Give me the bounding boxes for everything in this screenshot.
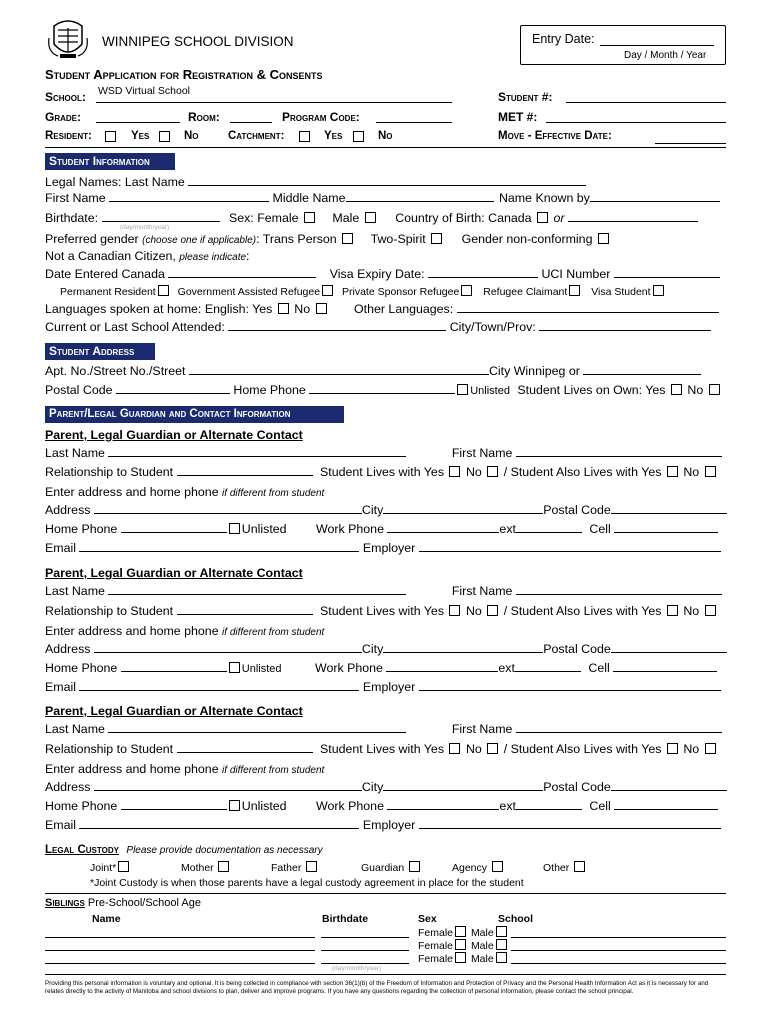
grade-field[interactable] [96, 122, 180, 123]
lives-with-no-label: No [465, 742, 482, 756]
contact-3-employer-field[interactable] [419, 817, 721, 829]
custody-guardian-checkbox[interactable] [409, 861, 420, 872]
status-visa-student: Visa Student [591, 286, 651, 298]
sibling-3-school-field[interactable] [511, 963, 726, 964]
student-number-label: Student #: [498, 90, 553, 104]
school-label: School: [45, 90, 86, 104]
home-phone-label: Home Phone [45, 799, 118, 813]
entry-date-field[interactable] [600, 34, 714, 46]
custody-other-checkbox[interactable] [574, 861, 585, 872]
contact-3-lives-with-yes-checkbox[interactable] [449, 743, 460, 754]
catchment-label: Catchment: [228, 130, 285, 142]
lives-on-own-yes-checkbox[interactable] [671, 384, 682, 395]
sibling-2-male-checkbox[interactable] [496, 939, 507, 950]
custody-father [271, 861, 319, 874]
contact-1-also-lives-no-checkbox[interactable] [705, 466, 716, 477]
middle-name-field[interactable] [346, 190, 494, 202]
visa-student-checkbox[interactable] [653, 285, 664, 296]
birthdate-field[interactable] [102, 210, 220, 222]
sibling-2-female-checkbox[interactable] [455, 939, 466, 950]
contact-3-postal-field[interactable] [611, 779, 727, 791]
last-name-label: Last Name [45, 722, 105, 736]
contact-3-also-lives-yes-checkbox[interactable] [667, 743, 678, 754]
address-label: Address [45, 780, 91, 794]
student-number-field[interactable] [566, 102, 726, 103]
contact-1-work-phone-field[interactable] [387, 521, 499, 533]
birthdate-hint: (day/month/year) [120, 224, 170, 231]
move-effective-date-label: Move - Effective Date: [498, 130, 612, 142]
custody-agency-label: Agency [452, 862, 488, 874]
visa-expiry-label: Visa Expiry Date: [329, 267, 425, 281]
catchment-no-checkbox[interactable] [353, 131, 364, 142]
room-label: Room: [188, 110, 220, 124]
contact-3-ext-field[interactable] [516, 798, 582, 810]
sibling-3-sex [418, 952, 509, 965]
male-label: Male [470, 927, 494, 939]
email-label: Email [45, 541, 76, 555]
home-phone-label: Home Phone [233, 383, 306, 397]
resident-label: Resident: [45, 130, 92, 142]
legal-custody-note: Please provide documentation as necessary [126, 845, 323, 856]
contact-3-home-phone-field[interactable] [121, 798, 227, 810]
privacy-statement: Providing this personal information is voluntary and optional. It is being collected in compliance with section 36(1)(b) of the Freedom of Information and Protection of Privacy and the Personal Health Information Act as it is necessary for and relates directly to the activity of Manitoba and school divisions to plan, deliver and improve programs. If you have any questions regarding the collection of personal information, please contact the school principal. [45, 980, 709, 995]
government-refugee-checkbox[interactable] [322, 285, 333, 296]
sibling-2-school-field[interactable] [511, 950, 726, 951]
relationship-label: Relationship to Student [45, 742, 174, 756]
languages-label: Languages spoken at home: English: Yes [45, 302, 273, 316]
permanent-resident-checkbox[interactable] [158, 285, 169, 296]
sibling-1-school-field[interactable] [511, 937, 726, 938]
contact-1-name-row [45, 444, 727, 462]
female-label: Female [418, 953, 454, 965]
preferred-gender-note: (choose one if applicable) [142, 235, 257, 246]
move-effective-date-field[interactable] [655, 143, 726, 144]
contact-1-relationship-row [45, 463, 727, 481]
contact-3-first-name-field[interactable] [516, 721, 722, 733]
or-label: or [553, 211, 565, 225]
city-label: City [361, 503, 384, 517]
contact-3-address-field[interactable] [94, 779, 362, 791]
contact-block-2-title: Parent, Legal Guardian or Alternate Contact [45, 566, 303, 580]
student-information-heading: Student Information [45, 153, 175, 170]
contact-3-last-name-field[interactable] [108, 721, 406, 733]
if-different-label: if different from student [222, 765, 325, 776]
gender-nonconforming-label: Gender non-conforming [461, 232, 593, 246]
employer-label: Employer [362, 541, 416, 555]
english-no-label: No [294, 302, 311, 316]
contact-2-postal-field[interactable] [611, 641, 727, 653]
city-winnipeg-label: City Winnipeg or [488, 364, 580, 378]
enter-address-label: Enter address and home phone [45, 624, 219, 638]
custody-footnote: *Joint Custody is when those parents have a legal custody agreement in place for the student [90, 877, 524, 889]
catchment-yes-label: Yes [324, 130, 343, 142]
contact-1-lives-with-yes-checkbox[interactable] [449, 466, 460, 477]
contact-3-relationship-field[interactable] [177, 741, 313, 753]
status-private-refugee: Private Sponsor Refugee [342, 286, 460, 298]
first-name-label: First Name [45, 191, 106, 205]
home-phone-label: Home Phone [45, 522, 118, 536]
contact-2-ext-field[interactable] [515, 660, 581, 672]
contact-block-1-title: Parent, Legal Guardian or Alternate Contact [45, 428, 303, 442]
contact-1-city-field[interactable] [383, 502, 543, 514]
contact-1-lives-with-no-checkbox[interactable] [487, 466, 498, 477]
date-entered-canada-field[interactable] [168, 266, 316, 278]
parent-section-heading: Parent/Legal Guardian and Contact Information [45, 406, 344, 423]
first-name-label: First Name [451, 446, 513, 460]
contact-3-work-phone-field[interactable] [387, 798, 499, 810]
contact-3-also-lives-no-checkbox[interactable] [705, 743, 716, 754]
program-code-label: Program Code: [282, 110, 360, 124]
cell-label: Cell [589, 522, 611, 536]
lives-on-own-no-checkbox[interactable] [709, 384, 720, 395]
sibling-birthdate-hint: (day/month/year) [332, 965, 382, 972]
trans-person-label: : Trans Person [256, 232, 337, 246]
sibling-2-birthdate-field[interactable] [321, 950, 409, 951]
catchment-no-label: No [378, 130, 393, 142]
custody-mother-label: Mother [181, 862, 214, 874]
lives-with-no-label: No [465, 465, 482, 479]
status-refugee-claimant: Refugee Claimant [483, 286, 568, 298]
contact-1-postal-field[interactable] [611, 502, 727, 514]
sex-female-label: Sex: Female [228, 211, 299, 225]
uci-number-field[interactable] [614, 266, 720, 278]
custody-guardian-label: Guardian [361, 862, 405, 874]
uci-number-label: UCI Number [541, 267, 611, 281]
cell-label: Cell [589, 799, 611, 813]
name-known-by-field[interactable] [590, 190, 720, 202]
siblings-col-school: School [498, 913, 534, 925]
custody-divider [45, 893, 726, 894]
custody-agency [452, 861, 505, 874]
if-different-label: if different from student [222, 488, 325, 499]
custody-guardian [361, 861, 422, 874]
relationship-label: Relationship to Student [45, 604, 174, 618]
unlisted-label: Unlisted [241, 522, 287, 536]
siblings-subheading: Pre-School/School Age [87, 897, 201, 909]
postal-code-field[interactable] [116, 382, 230, 394]
contact-3-address-row [45, 778, 727, 796]
contact-3-email-row [45, 816, 727, 834]
contact-3-enter-address-row [45, 760, 727, 778]
postal-code-label: Postal Code [45, 383, 113, 397]
contact-2-enter-address-row [45, 622, 727, 640]
private-refugee-checkbox[interactable] [461, 285, 472, 296]
sibling-3-male-checkbox[interactable] [496, 952, 507, 963]
contact-1-last-name-field[interactable] [108, 445, 406, 457]
contact-1-home-phone-field[interactable] [121, 521, 227, 533]
contact-2-last-name-field[interactable] [108, 583, 406, 595]
contact-2-lives-with-no-checkbox[interactable] [487, 605, 498, 616]
contact-1-email-row [45, 539, 727, 557]
ext-label: ext [498, 661, 515, 675]
status-permanent-resident: Permanent Resident [60, 286, 156, 298]
address-label: Address [45, 503, 91, 517]
birthdate-label: Birthdate: [45, 211, 99, 225]
contact-2-also-lives-yes-checkbox[interactable] [667, 605, 678, 616]
lives-on-own-label: Student Lives on Own: Yes [517, 383, 666, 397]
other-city-field[interactable] [583, 363, 701, 375]
contact-2-phone-row [45, 659, 727, 677]
enter-address-label: Enter address and home phone [45, 762, 219, 776]
postal-phone-row [45, 381, 727, 399]
catchment-yes-checkbox[interactable] [299, 131, 310, 142]
street-row [45, 362, 727, 380]
english-no-checkbox[interactable] [316, 303, 327, 314]
custody-joint-checkbox[interactable] [118, 861, 129, 872]
contact-2-also-lives-no-checkbox[interactable] [705, 605, 716, 616]
postal-code-label: Postal Code [543, 503, 611, 517]
contact-2-city-field[interactable] [383, 641, 543, 653]
lives-with-label: Student Lives with Yes [320, 604, 445, 618]
relationship-label: Relationship to Student [45, 465, 174, 479]
work-phone-label: Work Phone [316, 522, 384, 536]
two-spirit-checkbox[interactable] [431, 233, 442, 244]
custody-mother [181, 861, 231, 874]
female-label: Female [418, 927, 454, 939]
program-code-field[interactable] [376, 122, 452, 123]
custody-agency-checkbox[interactable] [492, 861, 503, 872]
sex-male-checkbox[interactable] [365, 212, 376, 223]
lives-with-label: Student Lives with Yes [320, 465, 445, 479]
also-lives-no-label: No [683, 604, 700, 618]
sibling-1-name-field[interactable] [45, 937, 315, 938]
postal-code-label: Postal Code [543, 780, 611, 794]
sex-female-checkbox[interactable] [304, 212, 315, 223]
sibling-3-birthdate-field[interactable] [321, 963, 409, 964]
city-label: City [361, 780, 384, 794]
home-phone-label: Home Phone [45, 661, 118, 675]
contact-3-cell-field[interactable] [614, 798, 718, 810]
english-yes-checkbox[interactable] [278, 303, 289, 314]
preferred-gender-row [45, 230, 727, 248]
unlisted-label: Unlisted [470, 385, 510, 397]
sex-male-label: Male [332, 211, 360, 225]
unlisted-label: Unlisted [241, 799, 287, 813]
contact-2-cell-field[interactable] [613, 660, 717, 672]
sibling-3-name-field[interactable] [45, 963, 315, 964]
contact-2-address-field[interactable] [94, 641, 362, 653]
preferred-gender-label: Preferred gender [45, 232, 139, 246]
siblings-col-sex: Sex [418, 913, 437, 925]
date-entered-canada-label: Date Entered Canada [45, 267, 165, 281]
unlisted-checkbox[interactable] [457, 384, 468, 395]
country-of-birth-label: Country of Birth: Canada [395, 211, 532, 225]
email-label: Email [45, 818, 76, 832]
entry-date-hint: Day / Month / Year [624, 50, 707, 61]
contact-1-email-field[interactable] [79, 540, 359, 552]
contact-3-email-field[interactable] [79, 817, 359, 829]
sibling-1-female-checkbox[interactable] [455, 926, 466, 937]
resident-yes-label: Yes [131, 130, 150, 142]
custody-mother-checkbox[interactable] [218, 861, 229, 872]
contact-2-email-field[interactable] [79, 679, 359, 691]
home-phone-field[interactable] [309, 382, 455, 394]
languages-row [45, 300, 727, 318]
male-label: Male [470, 953, 494, 965]
also-lives-with-label: / Student Also Lives with Yes [503, 465, 662, 479]
other-languages-label: Other Languages: [354, 302, 454, 316]
status-government-refugee: Government Assisted Refugee [177, 286, 321, 298]
contact-3-city-field[interactable] [383, 779, 543, 791]
gender-nonconforming-checkbox[interactable] [598, 233, 609, 244]
contact-1-phone-row [45, 520, 727, 538]
employer-label: Employer [362, 818, 416, 832]
resident-no-label: No [184, 130, 199, 142]
custody-other [543, 861, 587, 874]
division-name: WINNIPEG SCHOOL DIVISION [102, 34, 294, 49]
please-indicate-label: please indicate [179, 252, 247, 263]
custody-father-checkbox[interactable] [306, 861, 317, 872]
unlisted-label: Unlisted [241, 663, 282, 675]
contact-2-email-row [45, 678, 727, 696]
first-name-row [45, 189, 727, 207]
sibling-3-female-checkbox[interactable] [455, 952, 466, 963]
grade-label: Grade: [45, 110, 81, 124]
contact-2-home-phone-field[interactable] [121, 660, 227, 672]
contact-1-first-name-field[interactable] [516, 445, 722, 457]
apt-street-label: Apt. No./Street No./Street [45, 364, 186, 378]
school-field-line [96, 102, 452, 103]
status-row [60, 283, 726, 301]
ext-label: ext [499, 799, 516, 813]
first-name-label: First Name [451, 722, 513, 736]
lives-with-no-label: No [465, 604, 482, 618]
school-block-divider [45, 147, 726, 148]
postal-code-label: Postal Code [543, 642, 611, 656]
contact-2-employer-field[interactable] [419, 679, 721, 691]
also-lives-no-label: No [683, 465, 700, 479]
school-value[interactable]: WSD Virtual School [98, 85, 191, 97]
custody-father-label: Father [271, 862, 302, 874]
custody-joint-label: Joint* [90, 862, 117, 874]
current-school-field[interactable] [228, 319, 446, 331]
siblings-heading-row [45, 897, 201, 909]
lives-on-own-no-label: No [687, 383, 704, 397]
met-field[interactable] [546, 122, 726, 123]
lives-with-label: Student Lives with Yes [320, 742, 445, 756]
work-phone-label: Work Phone [316, 799, 384, 813]
sibling-1-birthdate-field[interactable] [321, 937, 409, 938]
last-name-label: Last Name [45, 584, 105, 598]
middle-name-label: Middle Name [272, 191, 346, 205]
contact-1-cell-field[interactable] [614, 521, 718, 533]
date-entered-row [45, 265, 727, 283]
footer-divider [45, 974, 726, 975]
met-label: MET #: [498, 110, 538, 124]
contact-2-work-phone-field[interactable] [386, 660, 498, 672]
siblings-col-name: Name [92, 913, 121, 925]
contact-1-enter-address-row [45, 483, 727, 501]
also-lives-with-label: / Student Also Lives with Yes [503, 742, 662, 756]
also-lives-no-label: No [683, 742, 700, 756]
street-field[interactable] [189, 363, 489, 375]
contact-3-name-row [45, 720, 727, 738]
contact-1-address-field[interactable] [94, 502, 362, 514]
contact-block-3-title: Parent, Legal Guardian or Alternate Contact [45, 704, 303, 718]
female-label: Female [418, 940, 454, 952]
contact-2-lives-with-yes-checkbox[interactable] [449, 605, 460, 616]
current-school-label: Current or Last School Attended: [45, 320, 225, 334]
legal-names-label: Legal Names: Last Name [45, 175, 185, 189]
resident-yes-checkbox[interactable] [105, 131, 116, 142]
city-label: City [361, 642, 384, 656]
contact-3-relationship-row [45, 740, 727, 758]
sibling-1-sex [418, 926, 509, 939]
last-name-label: Last Name [45, 446, 105, 460]
contact-3-phone-row [45, 797, 727, 815]
division-crest-icon [46, 18, 90, 60]
sibling-1-male-checkbox[interactable] [496, 926, 507, 937]
male-label: Male [470, 940, 494, 952]
city-town-prov-field[interactable] [539, 319, 711, 331]
contact-2-relationship-row [45, 602, 727, 620]
contact-1-employer-field[interactable] [419, 540, 721, 552]
email-label: Email [45, 680, 76, 694]
address-label: Address [45, 642, 91, 656]
siblings-heading: Siblings [45, 897, 85, 909]
not-canadian-row: Not a Canadian Citizen, please indicate: [45, 249, 250, 263]
employer-label: Employer [362, 680, 416, 694]
entry-date-label: Entry Date: [532, 32, 595, 46]
if-different-label: if different from student [222, 627, 325, 638]
sibling-2-name-field[interactable] [45, 950, 315, 951]
name-known-by-label: Name Known by [498, 191, 590, 205]
contact-1-relationship-field[interactable] [177, 464, 313, 476]
contact-2-name-row [45, 582, 727, 600]
contact-3-unlisted-checkbox[interactable] [229, 800, 240, 811]
refugee-claimant-checkbox[interactable] [569, 285, 580, 296]
two-spirit-label: Two-Spirit [370, 232, 426, 246]
contact-1-unlisted-checkbox[interactable] [229, 523, 240, 534]
contact-1-ext-field[interactable] [516, 521, 582, 533]
contact-2-relationship-field[interactable] [177, 603, 313, 615]
room-field[interactable] [230, 122, 272, 123]
contact-2-address-row [45, 640, 727, 658]
other-country-field[interactable] [568, 210, 698, 222]
contact-2-unlisted-checkbox[interactable] [229, 662, 240, 673]
visa-expiry-field[interactable] [428, 266, 538, 278]
trans-person-checkbox[interactable] [342, 233, 353, 244]
resident-no-checkbox[interactable] [159, 131, 170, 142]
sibling-2-sex [418, 939, 509, 952]
legal-custody-row [45, 840, 727, 858]
legal-custody-heading: Legal Custody [45, 844, 119, 856]
city-town-prov-label: City/Town/Prov: [449, 320, 536, 334]
contact-2-first-name-field[interactable] [516, 583, 722, 595]
siblings-col-birthdate: Birthdate [322, 913, 369, 925]
student-address-heading: Student Address [45, 343, 155, 360]
canada-checkbox[interactable] [537, 212, 548, 223]
not-canadian-label: Not a Canadian Citizen, [45, 249, 176, 263]
contact-1-address-row [45, 501, 727, 519]
form-title: Student Application for Registration & Consents [45, 67, 323, 82]
contact-3-lives-with-no-checkbox[interactable] [487, 743, 498, 754]
current-school-row [45, 318, 727, 336]
first-name-label: First Name [451, 584, 513, 598]
first-name-field[interactable] [109, 190, 269, 202]
custody-other-label: Other [543, 862, 570, 874]
enter-address-label: Enter address and home phone [45, 485, 219, 499]
cell-label: Cell [588, 661, 610, 675]
contact-1-also-lives-yes-checkbox[interactable] [667, 466, 678, 477]
ext-label: ext [499, 522, 516, 536]
custody-joint [90, 861, 131, 874]
work-phone-label: Work Phone [314, 661, 383, 675]
other-languages-field[interactable] [457, 301, 719, 313]
last-name-field[interactable] [188, 174, 586, 186]
also-lives-with-label: / Student Also Lives with Yes [503, 604, 662, 618]
